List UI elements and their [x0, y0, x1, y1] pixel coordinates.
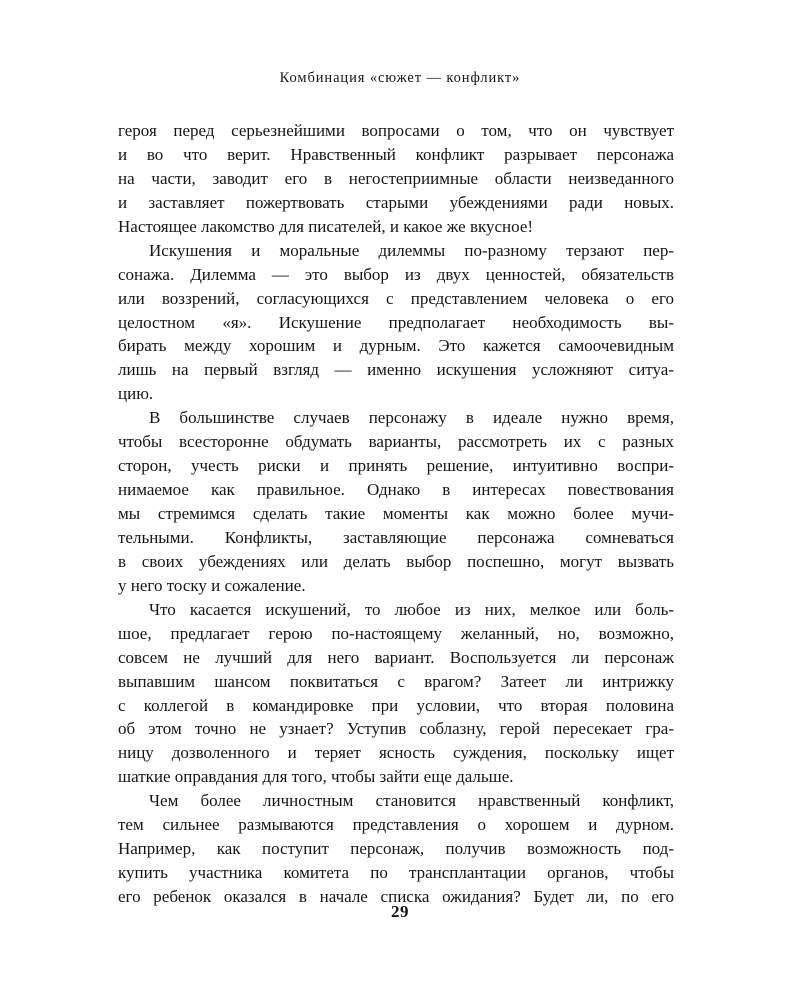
- text-line: у него тоску и сожаление.: [118, 575, 306, 595]
- text-line: купить участника комитета по трансплантации органов, чтобы: [118, 863, 674, 883]
- text-line: чтобы всесторонне обдумать варианты, рассмотреть их с разных: [118, 432, 674, 452]
- text-line: сторон, учесть риски и принять решение, интуитивно воспри-: [118, 456, 674, 476]
- text-line: целостном «я». Искушение предполагает необходимость вы-: [118, 312, 674, 332]
- text-line: В большинстве случаев персонажу в идеале нужно время,: [149, 408, 674, 428]
- text-line: ницу дозволенного и теряет ясность суждения, поскольку ищет: [118, 743, 674, 763]
- text-line: в своих убеждениях или делать выбор поспешно, могут вызвать: [118, 551, 674, 571]
- text-line: Например, как поступит персонаж, получив возможность под-: [118, 839, 674, 859]
- text-line: лишь на первый взгляд — именно искушения усложняют ситуа-: [118, 360, 674, 380]
- text-line: мы стремимся сделать такие моменты как можно более мучи-: [118, 504, 674, 523]
- text-line: с коллегой в командировке при условии, что вторая половина: [118, 695, 674, 715]
- text-line: цию.: [118, 384, 154, 404]
- text-line: Чем более личностным становится нравственный конфликт,: [149, 791, 674, 811]
- body-text: [118, 119, 674, 909]
- text-line: шаткие оправдания для того, чтобы зайти еще дальше.: [118, 767, 514, 787]
- text-line: совсем не лучший для него вариант. Воспользуется ли персонаж: [118, 647, 674, 667]
- text-line: и заставляет пожертвовать старыми убеждениями ради новых.: [118, 192, 674, 212]
- text-line: Искушения и моральные дилеммы по-разному терзают пер-: [149, 240, 674, 260]
- text-line: тем сильнее размываются представления о хорошем и дурном.: [118, 815, 674, 835]
- text-line: об этом точно не узнает? Уступив соблазну, герой пересекает гра-: [118, 719, 674, 739]
- text-line: и во что верит. Нравственный конфликт разрывает персонажа: [118, 144, 674, 164]
- text-line: Что касается искушений, то любое из них, мелкое или боль-: [149, 599, 674, 619]
- text-line: его ребенок оказался в начале списка ожидания? Будет ли, по его: [118, 887, 674, 906]
- page-number: 29: [391, 902, 409, 921]
- text-line: выпавшим шансом поквитаться с врагом? Затеет ли интрижку: [118, 671, 674, 691]
- text-line: бирать между хорошим и дурным. Это кажется самоочевидным: [118, 336, 674, 356]
- running-head: Комбинация «сюжет — конфликт»: [279, 70, 521, 86]
- text-line: тельными. Конфликты, заставляющие персонажа сомневаться: [118, 527, 674, 547]
- text-line: Настоящее лакомство для писателей, и какое же вкусное!: [118, 216, 534, 236]
- text-line: шое, предлагает герою по-настоящему желанный, но, возможно,: [118, 623, 674, 643]
- text-line: или воззрений, согласующихся с представлением человека о его: [118, 288, 674, 308]
- text-line: сонажа. Дилемма — это выбор из двух ценностей, обязательств: [118, 264, 674, 284]
- text-line: на части, заводит его в негостеприимные области неизведанного: [118, 168, 674, 188]
- text-line: героя перед серьезнейшими вопросами о том, что он чувствует: [118, 121, 674, 140]
- text-line: нимаемое как правильное. Однако в интересах повествования: [118, 480, 674, 500]
